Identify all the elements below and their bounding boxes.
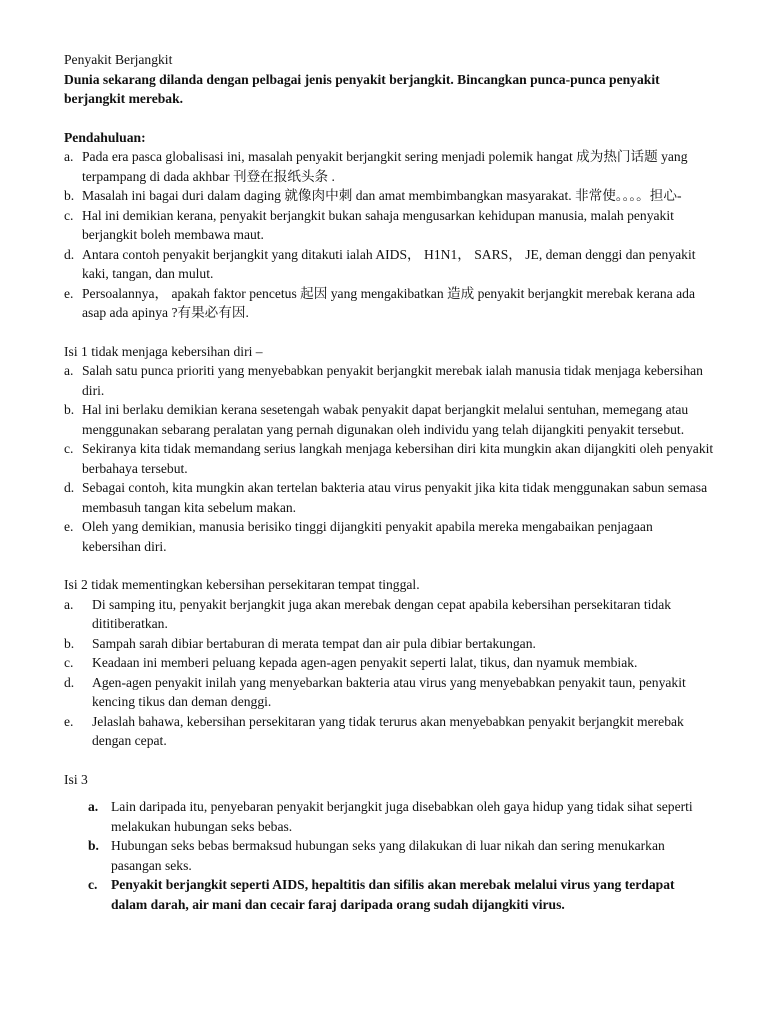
list-item: c. Keadaan ini memberi peluang kepada agen-agen penyakit seperti lalat, tikus, dan nyamuk membiak. (64, 655, 638, 670)
isi3-list (64, 797, 714, 914)
list-item: a. Di samping itu, penyakit berjangkit juga akan merebak dengan cepat apabila kebersihan persekitaran tidak dititiberatkan. (64, 596, 672, 631)
list-item: d. Agen-agen penyakit inilah yang menyebarkan bakteria atau virus yang menyebabkan penyakit taun, penyakit kencing tikus dan deman denggi. (64, 674, 686, 709)
intro-list (64, 147, 714, 323)
list-item-text: Lain daripada itu, penyebaran penyakit berjangkit juga disebabkan oleh gaya hidup yang tidak sihat seperti melakukan hubungan seks bebas. (111, 799, 693, 834)
list-item-text: Keadaan ini memberi peluang kepada agen-agen penyakit seperti lalat, tikus, dan nyamuk membiak. (92, 655, 638, 670)
list-item-text: Jelaslah bahawa, kebersihan persekitaran yang tidak terurus akan menyebabkan penyakit berjangkit merebak dengan cepat. (92, 713, 684, 748)
essay-question: Dunia sekarang dilanda dengan pelbagai jenis penyakit berjangkit. Bincangkan punca-punca penyakit berjangkit merebak. (64, 71, 660, 106)
list-item: b. Hubungan seks bebas bermaksud hubungan seks yang dilakukan di luar nikah dan sering menukarkan pasangan seks. (88, 838, 665, 873)
list-item: b. Sampah sarah dibiar bertaburan di merata tempat dan air pula dibiar bertakungan. (64, 635, 536, 651)
list-item: d. Sebagai contoh, kita mungkin akan tertelan bakteria atau virus penyakit jika kita tidak menggunakan sabun semasa membasuh tangan kita sebelum makan. (64, 480, 708, 515)
document-title: Penyakit Berjangkit (64, 52, 173, 67)
list-item-text: Oleh yang demikian, manusia berisiko tinggi dijangkiti penyakit apabila mereka mengabaikan penjagaan kebersihan diri. (82, 519, 653, 554)
list-item-text: Hubungan seks bebas bermaksud hubungan seks yang dilakukan di luar nikah dan sering menukarkan pasangan seks. (111, 838, 665, 873)
list-item: c. Sekiranya kita tidak memandang serius langkah menjaga kebersihan diri kita mungkin akan dijangkiti oleh penyakit berbahaya tersebut. (64, 441, 714, 476)
document-page (64, 50, 714, 914)
list-item-text: Sebagai contoh, kita mungkin akan tertelan bakteria atau virus penyakit jika kita tidak menggunakan sabun semasa membasuh tangan kita sebelum makan. (82, 480, 708, 515)
list-item: b. Masalah ini bagai duri dalam daging 就像肉中刺 dan amat membimbangkan masyarakat. 非常使。。。。担心- (64, 188, 682, 203)
list-item-text: Di samping itu, penyakit berjangkit juga akan merebak dengan cepat apabila kebersihan persekitaran tidak dititiberatkan. (92, 596, 672, 631)
list-item-text: Hal ini demikian kerana, penyakit berjangkit bukan sahaja mengusarkan kehidupan manusia, malah penyakit berjangkit boleh membawa maut. (82, 207, 674, 242)
list-item: a. Pada era pasca globalisasi ini, masalah penyakit berjangkit sering menjadi polemik hangat 成为热门话题 yang terpampang di dada akhbar 刊登在报纸头条 . (64, 149, 688, 184)
list-item: c. Hal ini demikian kerana, penyakit berjangkit bukan sahaja mengusarkan kehidupan manusia, malah penyakit berjangkit boleh membawa maut. (64, 207, 674, 242)
list-item: d. Antara contoh penyakit berjangkit yang ditakuti ialah AIDS， H1N1， SARS， JE, deman denggi dan penyakit kaki, tangan, dan mulut. (64, 246, 696, 281)
list-item-text: Salah satu punca prioriti yang menyebabkan penyakit berjangkit merebak ialah manusia tidak menjaga kebersihan diri. (82, 363, 703, 398)
list-item-text: Agen-agen penyakit inilah yang menyebarkan bakteria atau virus yang menyebabkan penyakit taun, penyakit kencing tikus dan deman denggi. (92, 674, 686, 709)
list-item-text: Masalah ini bagai duri dalam daging 就像肉中刺 dan amat membimbangkan masyarakat. 非常使。。。。担心- (82, 188, 682, 203)
list-item-text: Pada era pasca globalisasi ini, masalah penyakit berjangkit sering menjadi polemik hangat 成为热门话题 yang terpampang di dada akhbar 刊登在报纸头条 . (82, 149, 688, 184)
list-item: e. Persoalannya， apakah faktor pencetus 起因 yang mengakibatkan 造成 penyakit berjangkit merebak kerana ada asap ada apinya ?有果必有因. (64, 285, 695, 320)
list-item-text: Antara contoh penyakit berjangkit yang ditakuti ialah AIDS， H1N1， SARS， JE, deman denggi dan penyakit kaki, tangan, dan mulut. (82, 246, 696, 281)
list-item-text: Persoalannya， apakah faktor pencetus 起因 yang mengakibatkan 造成 penyakit berjangkit merebak kerana ada asap ada apinya ?有果必有因. (82, 285, 695, 320)
list-item: e. Jelaslah bahawa, kebersihan persekitaran yang tidak terurus akan menyebabkan penyakit berjangkit merebak dengan cepat. (64, 713, 684, 748)
intro-heading: Pendahuluan: (64, 129, 146, 145)
list-item: b. Hal ini berlaku demikian kerana sesetengah wabak penyakit dapat berjangkit melalui sentuhan, memegang atau menggunakan sebarang peralatan yang pernah digunakan oleh individu yang telah dijangkiti penyakit tersebut. (64, 402, 689, 437)
isi3-heading: Isi 3 (64, 771, 88, 787)
list-item-text: Sekiranya kita tidak memandang serius langkah menjaga kebersihan diri kita mungkin akan dijangkiti oleh penyakit berbahaya tersebut. (82, 441, 714, 476)
isi2-list (64, 595, 714, 751)
list-item: a. Lain daripada itu, penyebaran penyakit berjangkit juga disebabkan oleh gaya hidup yang tidak sihat seperti melakukan hubungan seks bebas. (88, 799, 693, 834)
list-item: a. Salah satu punca prioriti yang menyebabkan penyakit berjangkit merebak ialah manusia tidak menjaga kebersihan diri. (64, 363, 703, 398)
list-item: c. Penyakit berjangkit seperti AIDS, hepaltitis dan sifilis akan merebak melalui virus yang terdapat dalam darah, air mani dan cecair faraj daripada orang sudah dijangkiti virus. (88, 877, 675, 912)
isi1-heading: Isi 1 tidak menjaga kebersihan diri – (64, 343, 263, 359)
list-item-text: Penyakit berjangkit seperti AIDS, hepaltitis dan sifilis akan merebak melalui virus yang terdapat dalam darah, air mani dan cecair faraj daripada orang sudah dijangkiti virus. (111, 877, 675, 912)
isi1-list (64, 361, 714, 556)
list-item: e. Oleh yang demikian, manusia berisiko tinggi dijangkiti penyakit apabila mereka mengabaikan penjagaan kebersihan diri. (64, 519, 653, 554)
isi2-heading: Isi 2 tidak mementingkan kebersihan persekitaran tempat tinggal. (64, 577, 420, 592)
list-item-text: Sampah sarah dibiar bertaburan di merata tempat dan air pula dibiar bertakungan. (92, 635, 536, 651)
list-item-text: Hal ini berlaku demikian kerana sesetengah wabak penyakit dapat berjangkit melalui sentuhan, memegang atau menggunakan sebarang peralatan yang pernah digunakan oleh individu yang telah dijangkiti penyakit tersebut. (82, 402, 689, 437)
